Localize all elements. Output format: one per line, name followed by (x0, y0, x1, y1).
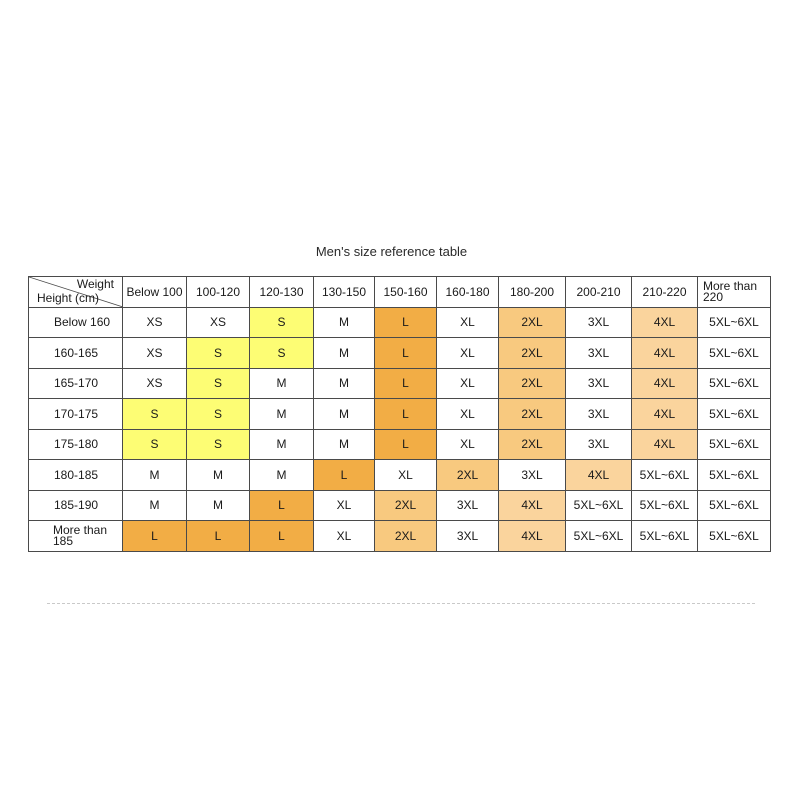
weight-header-cell: 120-130 (250, 277, 314, 308)
size-cell: S (250, 338, 314, 369)
height-label: More than 185 (53, 522, 108, 548)
table-row (29, 368, 771, 399)
size-cell: 3XL (566, 307, 632, 338)
height-row-header (29, 521, 123, 552)
size-cell: 4XL (632, 399, 698, 430)
size-cell: 5XL~6XL (632, 490, 698, 521)
table-body (29, 307, 771, 551)
weight-header-cell: Below 100 (123, 277, 187, 308)
size-cell: L (375, 399, 437, 430)
size-cell: S (187, 368, 250, 399)
size-cell: S (187, 338, 250, 369)
size-cell: 4XL (566, 460, 632, 491)
size-cell: 2XL (499, 429, 566, 460)
size-cell: M (123, 490, 187, 521)
weight-header-cell: 210-220 (632, 277, 698, 308)
size-cell: 5XL~6XL (698, 429, 771, 460)
size-cell: 2XL (499, 399, 566, 430)
size-cell: 4XL (632, 307, 698, 338)
size-cell: 5XL~6XL (698, 399, 771, 430)
size-cell: L (375, 368, 437, 399)
size-cell: 3XL (566, 368, 632, 399)
size-cell: XL (375, 460, 437, 491)
table-row (29, 307, 771, 338)
height-label: Below 160 (54, 315, 111, 330)
size-cell: 5XL~6XL (698, 368, 771, 399)
height-label: 180-185 (54, 467, 99, 482)
weight-header-cell: 130-150 (314, 277, 375, 308)
size-cell: 3XL (566, 338, 632, 369)
size-cell: 2XL (437, 460, 499, 491)
table-title: Men's size reference table (315, 244, 468, 259)
size-cell: 4XL (499, 490, 566, 521)
size-cell: L (250, 490, 314, 521)
table-row (29, 521, 771, 552)
size-cell: XL (437, 429, 499, 460)
height-label: 185-190 (54, 498, 99, 513)
size-cell: 5XL~6XL (698, 460, 771, 491)
size-cell: L (250, 521, 314, 552)
height-row-header (29, 460, 123, 491)
height-row-header (29, 368, 123, 399)
size-cell: M (250, 399, 314, 430)
height-row-header (29, 338, 123, 369)
size-cell: 5XL~6XL (632, 521, 698, 552)
size-cell: 3XL (437, 521, 499, 552)
height-row-header (29, 429, 123, 460)
size-cell: 2XL (375, 521, 437, 552)
size-cell: XL (437, 307, 499, 338)
weight-header-cell: 200-210 (566, 277, 632, 308)
size-cell: M (314, 338, 375, 369)
size-cell: 2XL (499, 338, 566, 369)
size-cell: 5XL~6XL (566, 521, 632, 552)
size-cell: 5XL~6XL (698, 307, 771, 338)
size-cell: L (187, 521, 250, 552)
size-cell: XL (314, 521, 375, 552)
height-row-header (29, 307, 123, 338)
size-cell: 5XL~6XL (698, 490, 771, 521)
size-cell: XS (187, 307, 250, 338)
size-cell: M (314, 429, 375, 460)
table-row (29, 429, 771, 460)
weight-header-cell (698, 277, 771, 308)
size-cell: M (187, 490, 250, 521)
size-cell: 3XL (566, 399, 632, 430)
size-cell: 3XL (566, 429, 632, 460)
size-cell: 4XL (499, 521, 566, 552)
size-cell: S (187, 429, 250, 460)
size-cell: 4XL (632, 368, 698, 399)
size-cell: XL (437, 399, 499, 430)
size-cell: 4XL (632, 338, 698, 369)
size-cell: L (375, 338, 437, 369)
size-cell: M (250, 368, 314, 399)
size-cell: XL (437, 368, 499, 399)
size-cell: M (314, 307, 375, 338)
size-cell: S (123, 399, 187, 430)
weight-header-cell: 160-180 (437, 277, 499, 308)
size-cell: XS (123, 368, 187, 399)
table-row (29, 399, 771, 430)
size-cell: M (250, 460, 314, 491)
table-row (29, 490, 771, 521)
size-cell: XS (123, 307, 187, 338)
height-axis-label: Height (cm) (37, 290, 100, 305)
size-cell: 2XL (499, 368, 566, 399)
size-cell: S (250, 307, 314, 338)
size-cell: 3XL (499, 460, 566, 491)
size-cell: XS (123, 338, 187, 369)
height-label: 165-170 (54, 376, 99, 391)
weight-header-cell: 100-120 (187, 277, 250, 308)
corner-header-cell (29, 277, 123, 308)
size-cell: M (314, 368, 375, 399)
height-label: 160-165 (54, 345, 99, 360)
height-row-header (29, 399, 123, 430)
size-cell: M (250, 429, 314, 460)
size-cell: 2XL (499, 307, 566, 338)
weight-header-cell: 180-200 (499, 277, 566, 308)
dashed-divider (47, 603, 755, 604)
size-reference-table (28, 276, 771, 552)
size-cell: 3XL (437, 490, 499, 521)
height-label: 170-175 (54, 406, 99, 421)
size-cell: XL (314, 490, 375, 521)
size-cell: M (123, 460, 187, 491)
size-cell: XL (437, 338, 499, 369)
size-cell: S (187, 399, 250, 430)
table-row (29, 460, 771, 491)
size-cell: S (123, 429, 187, 460)
weight-header-cell: 150-160 (375, 277, 437, 308)
table-row (29, 338, 771, 369)
size-cell: L (314, 460, 375, 491)
weight-axis-label: Weight (76, 277, 114, 291)
header-row (29, 277, 771, 308)
size-cell: M (187, 460, 250, 491)
height-label: 175-180 (54, 437, 99, 452)
weight-header-text: More than 220 (703, 278, 758, 304)
size-cell: 5XL~6XL (698, 338, 771, 369)
size-cell: 4XL (632, 429, 698, 460)
size-cell: 5XL~6XL (566, 490, 632, 521)
size-cell: 5XL~6XL (698, 521, 771, 552)
size-cell: L (375, 429, 437, 460)
size-cell: 2XL (375, 490, 437, 521)
size-cell: L (375, 307, 437, 338)
size-cell: L (123, 521, 187, 552)
size-cell: 5XL~6XL (632, 460, 698, 491)
height-row-header (29, 490, 123, 521)
size-cell: M (314, 399, 375, 430)
